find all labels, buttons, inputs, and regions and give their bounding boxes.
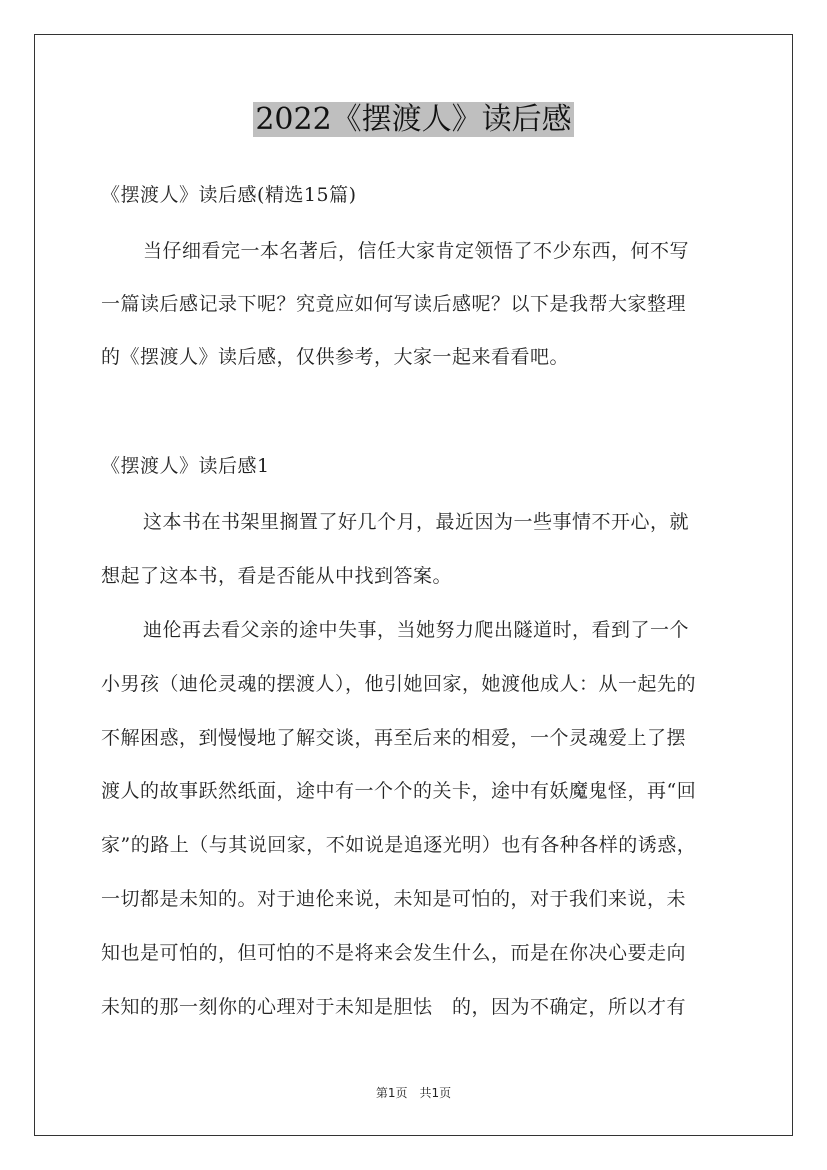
paragraph-line: 渡人的故事跃然纸面，途中有一个个的关卡，途中有妖魔鬼怪，再“回: [101, 780, 697, 802]
section-heading: 《摆渡人》读后感1: [101, 455, 270, 477]
paragraph-line: 一切都是未知的。对于迪伦来说，未知是可怕的，对于我们来说，未: [101, 888, 687, 910]
subtitle: 《摆渡人》读后感(精选15篇): [101, 184, 357, 206]
document-title: 2022《摆渡人》读后感: [255, 102, 572, 137]
intro-line: 的《摆渡人》读后感，仅供参考，大家一起来看看吧。: [101, 346, 570, 368]
paragraph-line: 家”的路上（与其说回家，不如说是追逐光明）也有各种各样的诱惑，: [101, 834, 697, 856]
paragraph-line: 想起了这本书，看是否能从中找到答案。: [101, 565, 453, 587]
intro-line: 当仔细看完一本名著后，信任大家肯定领悟了不少东西，何不写: [143, 240, 690, 262]
paragraph-line: 不解困惑，到慢慢地了解交谈，再至后来的相爱，一个灵魂爱上了摆: [101, 727, 687, 749]
paragraph-line: 未知的那一刻你的心理对于未知是胆怯 的，因为不确定，所以才有: [101, 996, 687, 1018]
paragraph-line: 这本书在书架里搁置了好几个月，最近因为一些事情不开心，就: [143, 511, 690, 533]
paragraph-line: 知也是可怕的，但可怕的不是将来会发生什么，而是在你决心要走向: [101, 942, 687, 964]
paragraph-line: 迪伦再去看父亲的途中失事，当她努力爬出隧道时，看到了一个: [143, 619, 690, 641]
intro-line: 一篇读后感记录下呢？究竟应如何写读后感呢？以下是我帮大家整理: [101, 293, 687, 315]
document-title-wrap: [0, 98, 827, 142]
paragraph-line: 小男孩（迪伦灵魂的摆渡人），他引她回家，她渡他成人：从一起先的: [101, 673, 697, 695]
page-footer: 第1页 共1页: [375, 1086, 452, 1100]
